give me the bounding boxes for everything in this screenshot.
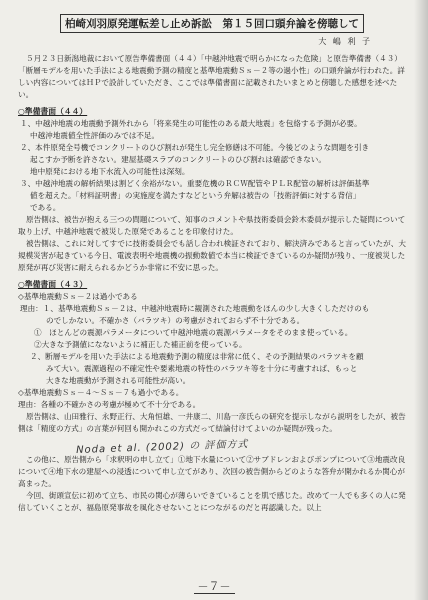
s43-ss4-claim: ◇基準地震動Ｓｓ－４～Ｓｓ－７も過小である。 [18, 388, 184, 397]
s43-point-2: ②大きな予測値になないように補正した補正前を使っている。 [34, 340, 247, 349]
s44-item-3: ３、中越沖地震の解析結果は割どく余裕がない。重要危機のＲＣＷ配管やＰＬＲ配管の解析は評価基準 [20, 179, 370, 188]
s43-ss2-claim: ◇基準地震動Ｓｓ－２は過小である [18, 292, 138, 301]
document-title: 柏崎刈羽原発運転差し止め訴訟 第１５回口頭弁論を傍聴して [60, 14, 364, 33]
s44-item-3-cont: 値を超えた。「材料証明書」の実施度を満たすなどという弁解は被告の「技術評価に対する背信」 [30, 191, 361, 200]
scan-edge-shadow [414, 0, 428, 600]
s44-item-1: １、中越沖地震の地震動予測外れから「将来発生の可能性のある最大地震」を包絡する予測が必要。 [20, 119, 362, 128]
s43-point-1: ① ほとんどの震源パラメータについて中越沖地震の震源パラメータをそのまま使っている。 [34, 328, 353, 337]
s43-reason-2-cont: みて大い。震源過程の不確定性や要素地震の特性のバラツキ等を十分に考慮すれば、もっと [46, 364, 358, 373]
s43-reason-general: 理由：各種の不確かさの考慮が極めて不十分である。 [18, 400, 201, 409]
s43-paragraph-4: この他に、原告側から「求釈明の申し立て」①地下水量について②サブドレンおよびポンプについて③地震改良について④地下水の建屋への浸透について申し立てがあり、次回の被告側からどのような答弁が開かれるか関心が高まった。 [18, 455, 406, 488]
section-43-heading: ○準備書面（４３） [18, 280, 88, 289]
s44-item-2-cont2: 地中原発における地下水流入の可能性は深刻。 [30, 167, 190, 176]
s43-paragraph-3: 原告側は、山田雅行、永野正行、大角恒雄、一井康二、川島一彦氏らの研究を提示しながら説明をしたが、被告側は「精度の方式」の言葉が何回も開かれこの方式だって結論付けてよいのか疑問が残った。 [18, 412, 406, 433]
handwritten-annotation: Noda et al. (2002) の 評価方式 [75, 438, 249, 457]
s44-paragraph-2: 被告側は、これに対してすでに技術委員会でも話し合われ検証されており、解決済みであると言っていたが、大規模災害が起きている今日、電波表明や地震機の振動数値で本当に検証できているのか疑問が残り、一度被災した原発が再び災害に耐えられるかどうか非常に不安に思った。 [18, 239, 406, 272]
s44-item-2-cont: 起こすか予断を許さない。建屋基礎スラブのコンクリートのひび割れは確認できない。 [30, 155, 326, 164]
section-44-heading: ○準備書面（４４） [18, 107, 88, 116]
s43-reason-2-cont2: 大きな地震動が予測される可能性が高い。 [46, 376, 191, 385]
s44-paragraph-1: 原告側は、被告が抱える三つの問題について、知事のコメントや県技術委員会鈴木委員が提示した疑問について取り上げ、中越沖地震で被災した原発であることを印象付けた。 [18, 215, 406, 236]
author-name: 大 嶋 利 子 [318, 37, 372, 46]
s43-reason-1-cont: のでしかない。不確かさ（バラツキ）の考慮がされておらず不十分である。 [46, 316, 305, 325]
page-number [0, 578, 428, 594]
s43-paragraph-5: 今回、街頭宣伝に初めて立ち、市民の関心が薄らいできていることを肌で感じた。改めて一人でも多くの人に発信していくことが、福島原発事故を風化させないことにつながるのだと再認識した。以上 [18, 491, 406, 512]
s43-reason-1: 理由：１、基準地震動Ｓｓ－２は、中越沖地震時に観測された地震動をほんの少し大きくしただけのも [20, 304, 370, 313]
page-number-text: －７－ [194, 580, 235, 594]
s43-reason-2: ２、断層モデルを用いた手法による地震動予測の精度は非常に低く、その予測結果のバラツキを顧 [30, 352, 364, 361]
s44-item-2: ２、本件原発全号機でコンクリートのひび割れが発生し完全修繕は不可能。今後どのような問題を引き [20, 143, 370, 152]
s44-item-1-cont: 中越沖地震値全性評価のみでは不足。 [30, 131, 160, 140]
s44-item-3-cont2: である。 [30, 203, 61, 212]
intro-paragraph: ５月２３日新潟地裁において原告準備書面（４４）「中越沖地震で明らかになった危険」と原告準備書（４３）「断層モデルを用いた手法による地震動予測の精度と基準地震動Ｓｓ－２等の過小性」の口頭弁論が行われた。詳しい内容についてはＨＰで設計していただき、ここでは準備書面に記載されたいまとめと傍聴した感想を述べたい。 [18, 54, 405, 99]
